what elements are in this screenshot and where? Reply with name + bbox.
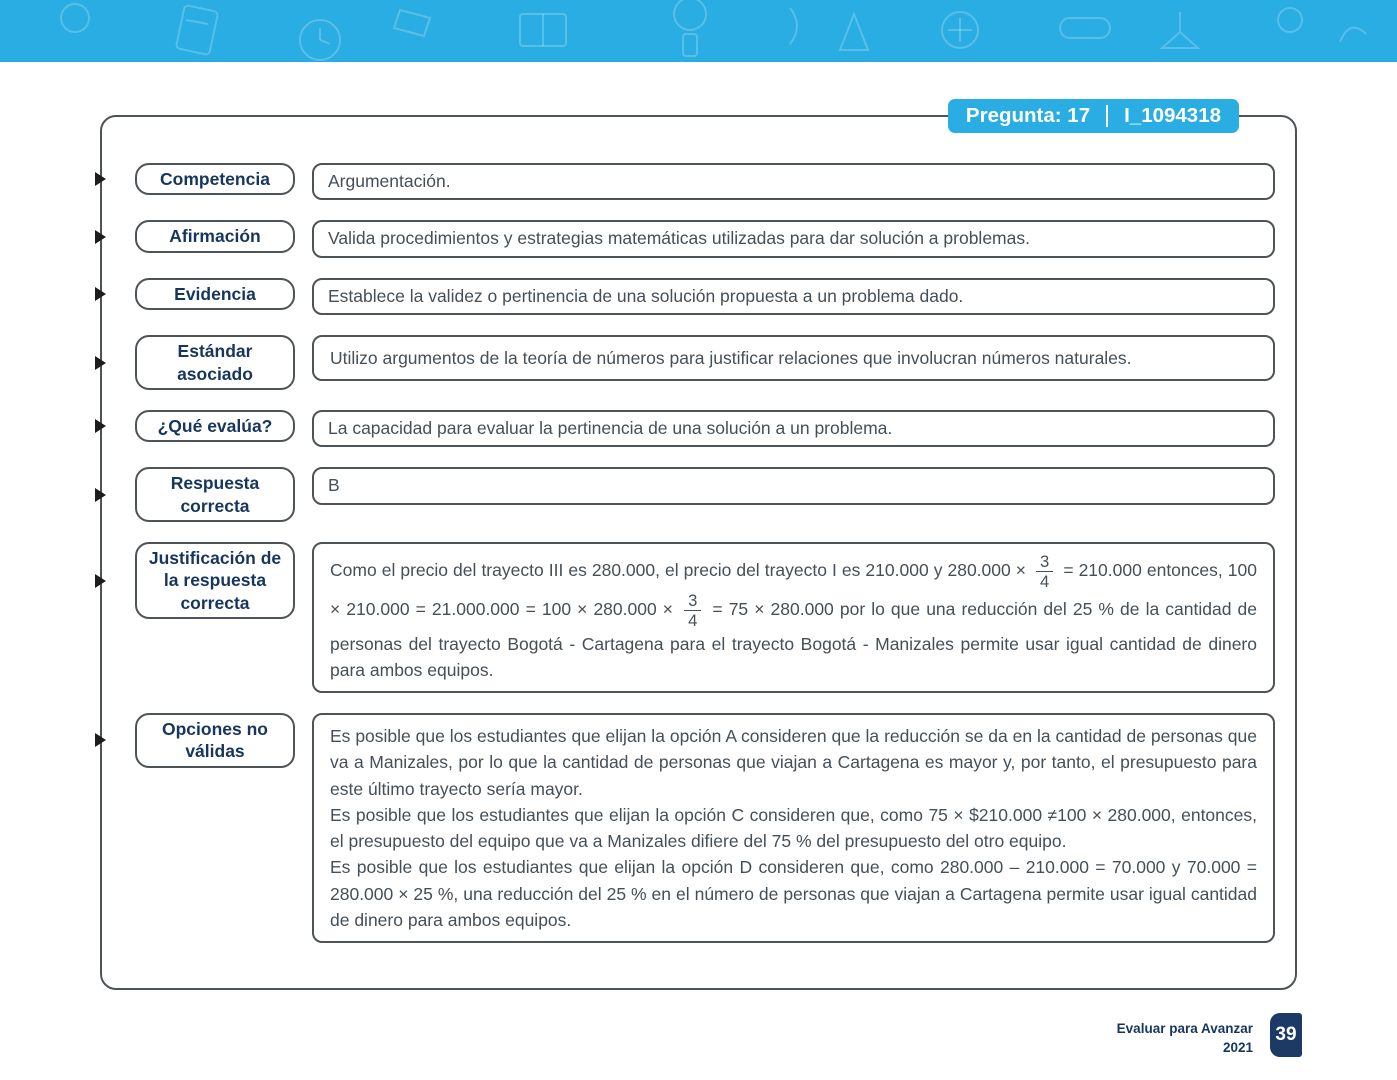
content-afirmacion: Valida procedimientos y estrategias matemáticas utilizadas para dar solución a problemas. [312, 220, 1275, 257]
label-col [135, 713, 295, 768]
row-arrow-icon [95, 488, 106, 502]
row-arrow-icon [95, 419, 106, 433]
row-justificacion [135, 542, 1275, 693]
invalid-option-c-paragraph: Es posible que los estudiantes que elijan la opción C consideren que, como 75 × $210.000 ≠100 × 280.000, entonces, el presupuesto del equipo que va a Manizales difiere del 75 % del presupuesto del otro equipo. [330, 804, 1257, 851]
footer-year: 2021 [1222, 1039, 1253, 1055]
label-col [135, 163, 295, 195]
content-opciones-no-validas [312, 713, 1275, 943]
badge-divider [1106, 105, 1108, 127]
row-arrow-icon [95, 733, 106, 747]
content-competencia: Argumentación. [312, 163, 1275, 200]
row-arrow-icon [95, 574, 106, 588]
label-col [135, 220, 295, 252]
row-afirmacion [135, 220, 1275, 257]
justification-seg1: Como el precio del trayecto III es 280.000, el precio del trayecto I es 210.000 y 280.000 × [330, 560, 1026, 581]
row-que-evalua [135, 410, 1275, 447]
label-col [135, 278, 295, 310]
invalid-option-d-paragraph: Es posible que los estudiantes que elijan la opción D consideren que, como 280.000 – 210.000 = 70.000 y 70.000 = 280.000 × 25 %, una reducción del 25 % en el número de personas que viajan a Cartagena permite usar igual cantidad de dinero para ambos equipos. [330, 857, 1257, 930]
row-opciones-no-validas [135, 713, 1275, 943]
row-arrow-icon [95, 230, 106, 244]
fraction-three-quarters [1036, 552, 1053, 591]
label-afirmacion: Afirmación [135, 220, 295, 252]
content-justificacion [312, 542, 1275, 693]
label-estandar-asociado: Estándar asociado [135, 335, 295, 390]
footer-brand-line: Evaluar para Avanzar [1116, 1021, 1253, 1036]
justification-seg3: = 75 × 280.000 por lo que una reducción del 25 % de la cantidad de personas del trayecto Bogotá - Cartagena para el trayecto Bogotá - Manizales permite usar igual cantidad de dinero para ambos equipos. [330, 599, 1257, 680]
question-number-label: Pregunta: 17 [965, 104, 1091, 127]
label-que-evalua: ¿Qué evalúa? [135, 410, 295, 442]
question-id-label: I_1094318 [1124, 104, 1221, 127]
row-evidencia [135, 278, 1275, 315]
content-que-evalua: La capacidad para evaluar la pertinencia de una solución a un problema. [312, 410, 1275, 447]
row-arrow-icon [95, 287, 106, 301]
fraction-numerator: 3 [1036, 552, 1053, 572]
fraction-denominator: 4 [688, 611, 698, 631]
footer-brand [1000, 1020, 1253, 1058]
invalid-option-a-paragraph: Es posible que los estudiantes que elijan la opción A consideren que la reducción se da en la cantidad de personas que va a Manizales, por lo que la cantidad de personas que viajan a Cartagena es mayor y, por tanto, el presupuesto para este último trayecto sería mayor. [330, 726, 1257, 799]
row-arrow-icon [95, 172, 106, 186]
content-respuesta-correcta: B [312, 467, 1275, 504]
fraction-numerator: 3 [684, 591, 701, 611]
header-doodles [0, 0, 1397, 62]
row-estandar-asociado [135, 335, 1275, 390]
page-number: 39 [1275, 1024, 1297, 1045]
row-respuesta-correcta [135, 467, 1275, 522]
label-competencia: Competencia [135, 163, 295, 195]
question-detail-card [100, 115, 1297, 990]
page-number-tab [1270, 1013, 1302, 1057]
label-evidencia: Evidencia [135, 278, 295, 310]
label-respuesta-correcta: Respuesta correcta [135, 467, 295, 522]
content-estandar-asociado: Utilizo argumentos de la teoría de números para justificar relaciones que involucran números naturales. [312, 335, 1275, 381]
header-band [0, 0, 1397, 62]
label-col [135, 410, 295, 442]
content-evidencia: Establece la validez o pertinencia de una solución propuesta a un problema dado. [312, 278, 1275, 315]
justification-paragraph [330, 552, 1257, 683]
question-badge [948, 99, 1239, 133]
justification-seg2: = 210.000 entonces, 100 × 210.000 = 21.000.000 = 100 × 280.000 × [330, 560, 1257, 620]
label-col [135, 542, 295, 619]
label-col [135, 335, 295, 390]
row-competencia [135, 163, 1275, 200]
row-arrow-icon [95, 356, 106, 370]
fraction-three-quarters [684, 591, 701, 630]
label-col [135, 467, 295, 522]
label-justificacion: Justificación de la respuesta correcta [135, 542, 295, 619]
fraction-denominator: 4 [1040, 572, 1050, 592]
label-opciones-no-validas: Opciones no válidas [135, 713, 295, 768]
